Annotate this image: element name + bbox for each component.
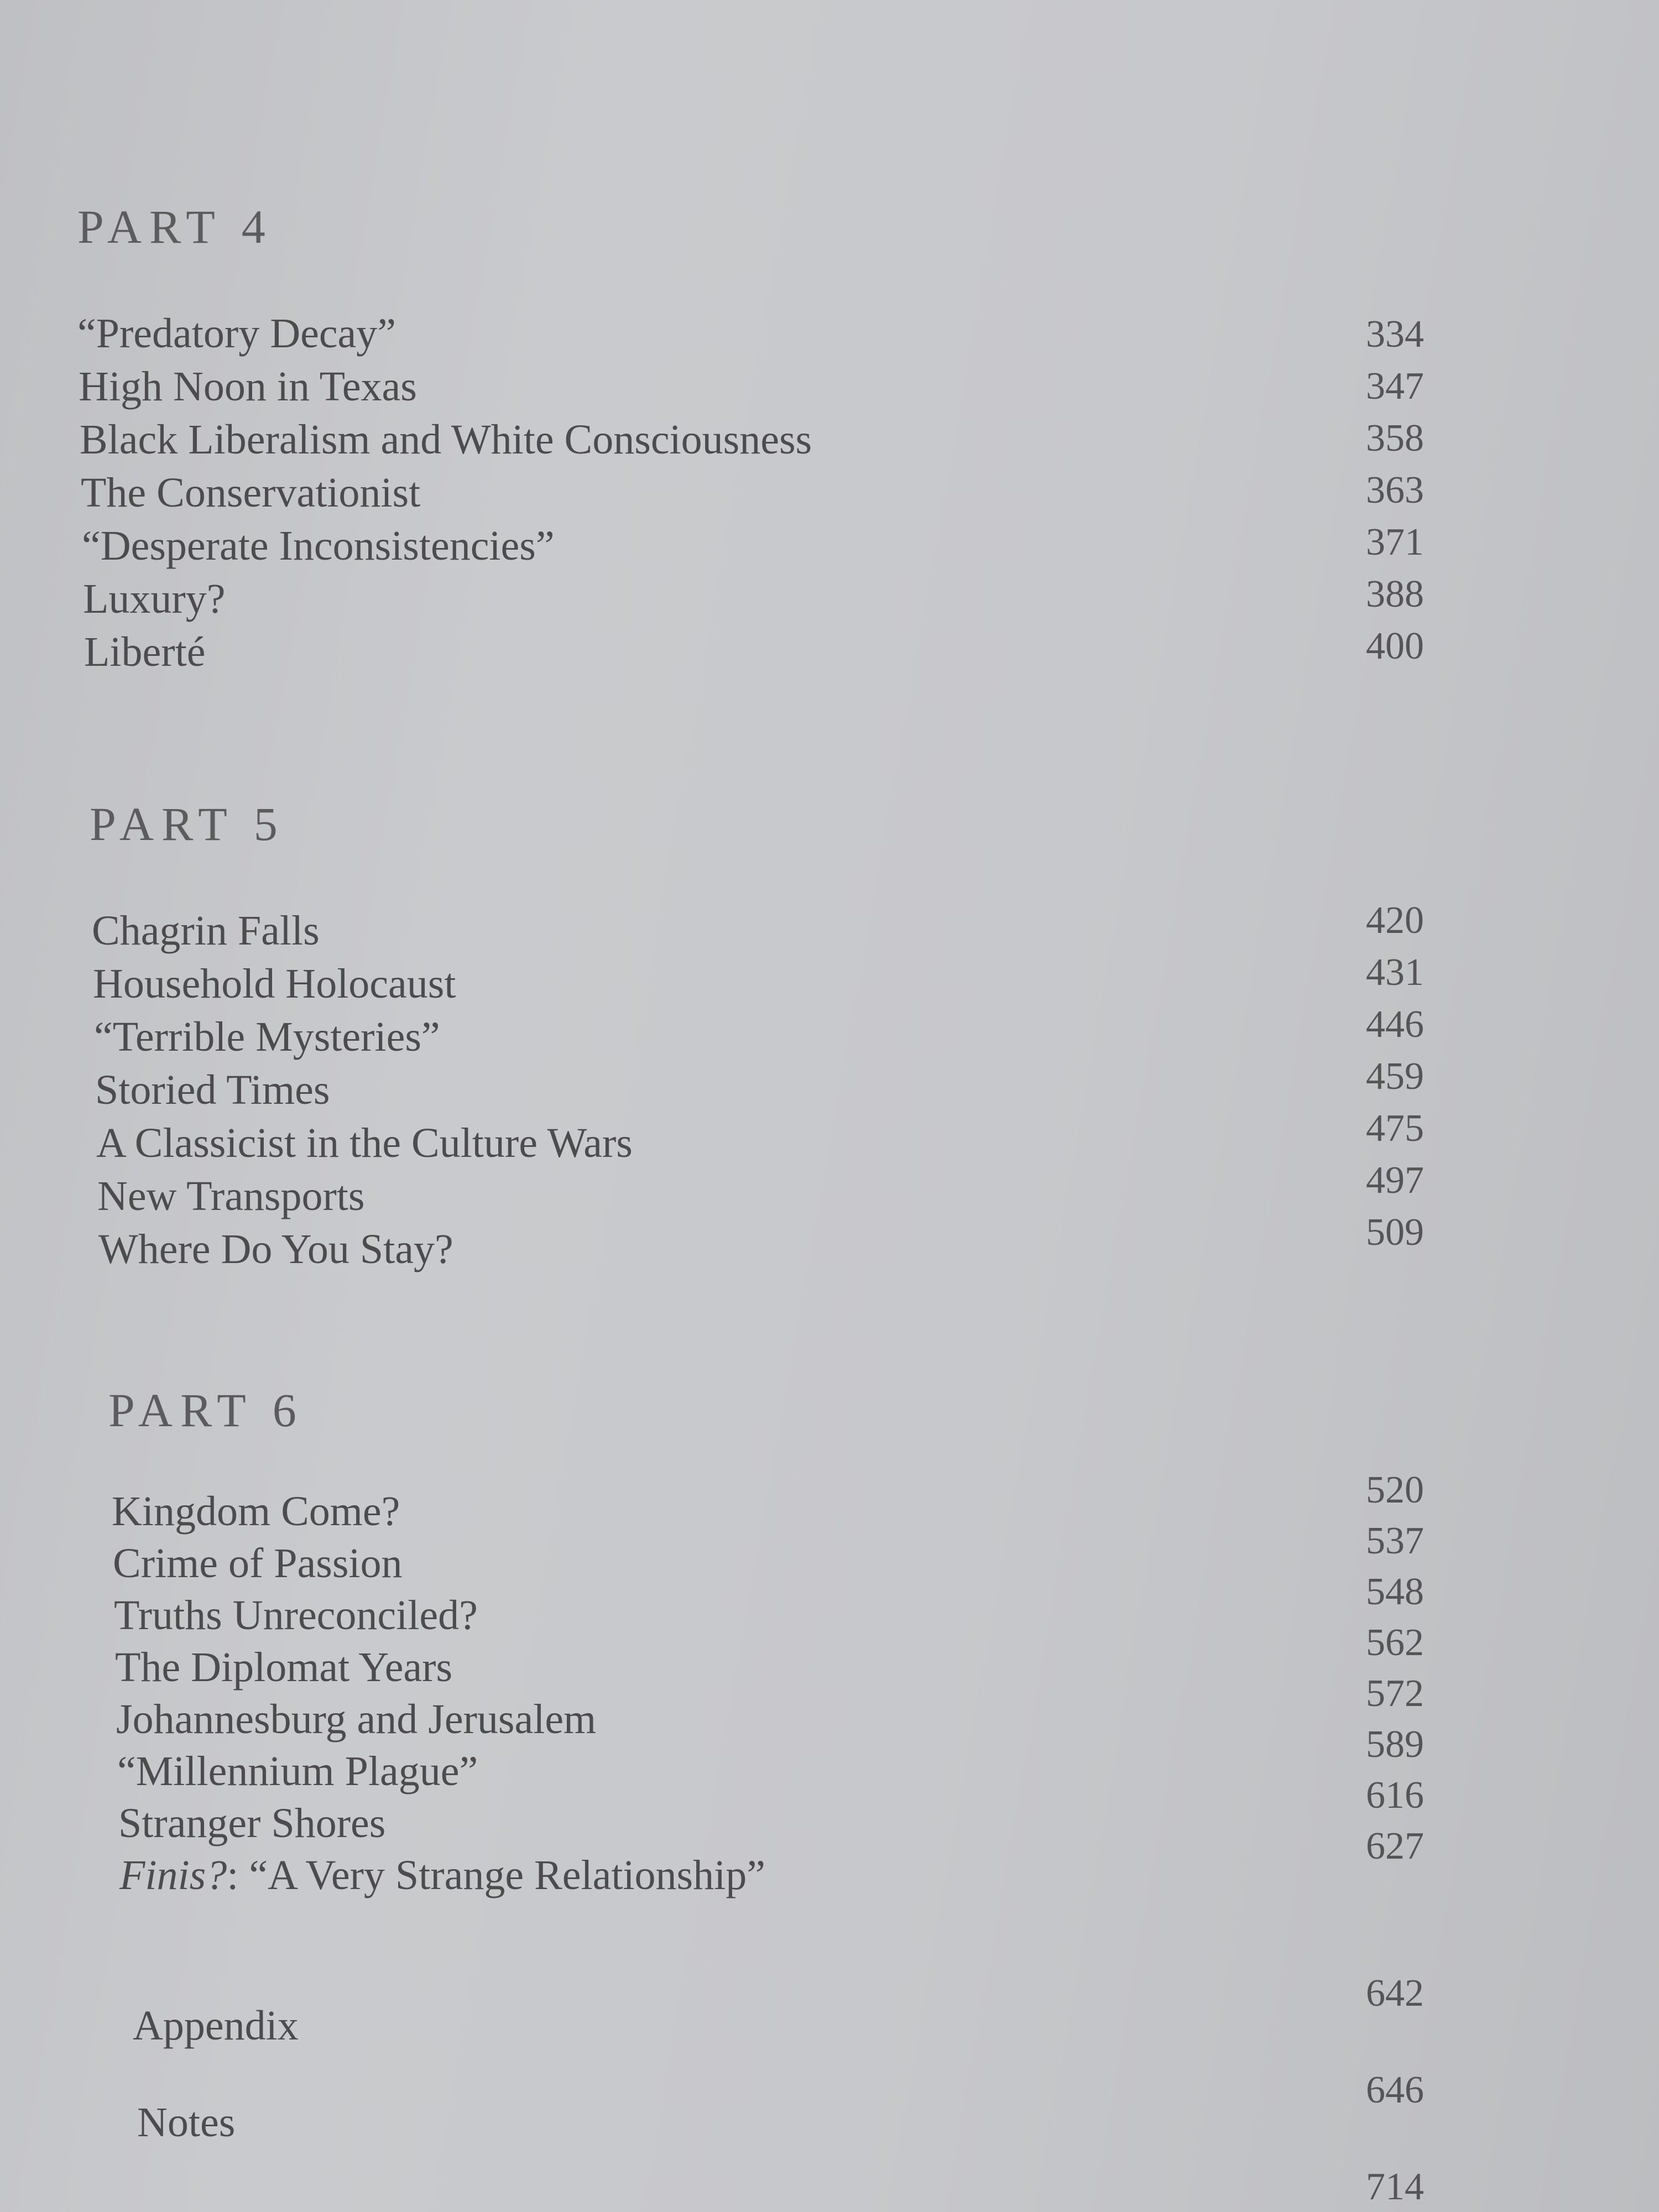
show-through-text <box>387 33 1604 111</box>
toc-entry-title: Household Holocaust <box>93 961 456 1007</box>
toc-entry-title: Luxury? <box>83 576 226 622</box>
toc-entry-page: 475 <box>1366 1107 1424 1150</box>
toc-entry-page: 446 <box>1366 1003 1424 1046</box>
part-heading: PART 5 <box>90 797 285 851</box>
toc-entry-page: 562 <box>1366 1621 1424 1664</box>
toc-entry-page: 572 <box>1366 1672 1424 1715</box>
toc-entry-title: Where Do You Stay? <box>98 1226 453 1272</box>
toc-entry-page: 646 <box>1366 2069 1424 2111</box>
toc-entry-page: 347 <box>1366 365 1424 408</box>
toc-entry-title: Kingdom Come? <box>112 1488 400 1535</box>
toc-entry-page: 509 <box>1366 1211 1424 1254</box>
toc-entry-title: Storied Times <box>95 1067 330 1113</box>
toc-entry-page: 358 <box>1366 417 1424 460</box>
toc-entry-page: 627 <box>1366 1825 1424 1867</box>
toc-entry-title: “Predatory Decay” <box>77 310 397 357</box>
toc-entry-page: 520 <box>1366 1469 1424 1511</box>
toc-entry-title <box>119 1851 765 1900</box>
toc-entry-title: New Transports <box>97 1173 365 1219</box>
toc-entry-title: High Noon in Texas <box>79 363 417 410</box>
toc-entry-title: “Terrible Mysteries” <box>94 1014 440 1060</box>
toc-entry-title-rest: : “A Very Strange Relationship” <box>227 1852 765 1898</box>
toc-entry-page: 363 <box>1366 469 1424 512</box>
toc-entry-page: 420 <box>1366 899 1424 942</box>
toc-entry-title: The Conservationist <box>81 469 421 516</box>
toc-entry-page: 548 <box>1366 1571 1424 1613</box>
toc-entry-page: 334 <box>1366 313 1424 356</box>
toc-entry-title: Notes <box>137 2099 236 2146</box>
toc-entry-page: 497 <box>1366 1159 1424 1202</box>
toc-entry-title: “Millennium Plague” <box>117 1748 478 1794</box>
toc-entry-page: 642 <box>1366 1972 1424 2015</box>
toc-entry-page: 431 <box>1366 951 1424 994</box>
toc-entry-page: 459 <box>1366 1055 1424 1098</box>
toc-entry-title: Crime of Passion <box>113 1540 403 1587</box>
toc-entry-title: Stranger Shores <box>118 1800 386 1846</box>
toc-entry-page: 388 <box>1366 573 1424 615</box>
toc-entry-title: The Diplomat Years <box>115 1644 453 1691</box>
part-heading: PART 6 <box>108 1384 304 1437</box>
toc-entry-page: 616 <box>1366 1774 1424 1817</box>
toc-entry-title: “Desperate Inconsistencies” <box>82 523 555 569</box>
toc-entry-title: Truths Unreconciled? <box>114 1592 478 1639</box>
toc-entry-title: Johannesburg and Jerusalem <box>116 1696 597 1743</box>
toc-entry-page: 537 <box>1366 1520 1424 1562</box>
toc-entry-page: 714 <box>1366 2166 1424 2208</box>
toc-entry-page: 371 <box>1366 521 1424 564</box>
toc-entry-title: Black Liberalism and White Consciousness <box>80 416 812 463</box>
toc-entry-page: 400 <box>1366 625 1424 667</box>
toc-entry-title-italic: Finis? <box>119 1852 227 1898</box>
toc-entry-page: 589 <box>1366 1723 1424 1766</box>
toc-entry-title: Liberté <box>84 629 206 675</box>
toc-entry-title: Appendix <box>133 2002 299 2049</box>
part-heading: PART 4 <box>77 200 273 253</box>
toc-entry-title: Chagrin Falls <box>92 907 320 954</box>
toc-entry-title: A Classicist in the Culture Wars <box>96 1120 633 1166</box>
